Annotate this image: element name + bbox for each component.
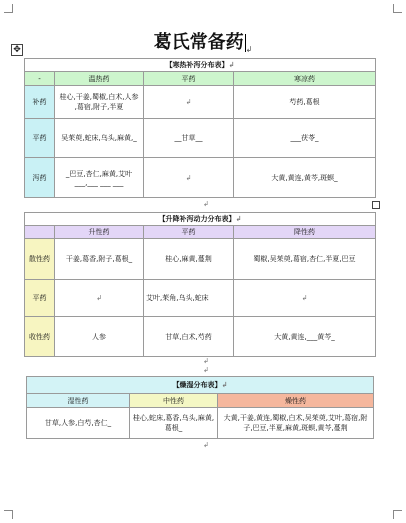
table-row [25,317,376,357]
table-move-handle-icon[interactable]: ✥ [11,44,23,56]
row-label: 平药 [25,280,55,317]
table-header-row [25,72,376,86]
column-header: 寒凉药 [234,72,376,86]
table-resize-handle-icon[interactable] [372,201,380,209]
column-header: 温热药 [55,72,144,86]
table-row [27,408,374,439]
dry-damp-table [26,376,374,439]
table-row [25,119,376,158]
column-header: 湿性药 [27,394,130,408]
table-caption: 【燥湿分布表】↲ [27,377,374,394]
ascending-descending-table [24,212,376,357]
paragraph-mark-icon: ↲ [245,45,253,54]
table-cell[interactable]: ___茯苓_ [234,119,376,158]
paragraph-mark-icon: ↲ [203,357,209,365]
paragraph-mark-icon: ↲ [203,366,209,374]
title-text: 葛氏常备药 [153,32,244,53]
table-cell[interactable]: 干姜,葛香,附子,葛根_ [55,239,144,280]
table-row [25,86,376,119]
table-header-row [25,226,376,239]
column-header: 燥性药 [218,394,374,408]
table-cell[interactable]: 大黄,干姜,黄连,蜀椒,白术,吴茱萸,艾叶,葛宿,附子,巴豆,半夏,麻黄,斑螟,黄芩,蔓荆 [218,408,374,439]
table-row [25,239,376,280]
table-cell[interactable]: 桂心,干姜,蜀椒,白术,人参 ,葛宿,附子,半夏 [55,86,144,119]
table-row [25,158,376,198]
row-label: 散性药 [25,239,55,280]
table-cell[interactable]: 吴茱萸,蛇床,乌头,麻黄,_ [55,119,144,158]
table-caption: 【寒热补泻分布表】↲ [25,59,376,72]
column-header [25,226,55,239]
table-row [25,280,376,317]
column-header: 平药 [144,72,234,86]
table-caption-row [27,377,374,394]
paragraph-mark-icon: ↲ [203,200,209,208]
column-header: - [25,72,55,86]
row-label: 平药 [25,119,55,158]
row-label: 泻药 [25,158,55,198]
table-cell[interactable]: 芍药,葛根 [234,86,376,119]
column-header: 平药 [144,226,234,239]
table-cell[interactable]: ↲ [234,280,376,317]
table-cell[interactable]: ↲ [55,280,144,317]
table-cell[interactable]: 甘草,人参,白芍,杏仁_ [27,408,130,439]
table-caption-row [25,59,376,72]
crop-mark-top-right [393,4,402,13]
column-header: 升性药 [55,226,144,239]
row-label: 补药 [25,86,55,119]
table-cell[interactable]: _巴豆,杏仁,麻黄,艾叶 ___,___ ___ ___ [55,158,144,198]
table-header-row [27,394,374,408]
table-cell[interactable]: 大黄,黄连,黄芩,斑螟_ [234,158,376,198]
table-cell[interactable]: __甘草__ [144,119,234,158]
paragraph-mark-icon: ↲ [203,441,209,449]
crop-mark-bottom-right [393,510,402,519]
table-cell[interactable]: 蜀椒,吴茱萸,葛宿,杏仁,半夏,巴豆 [234,239,376,280]
table-caption-row [25,213,376,226]
table-cell[interactable]: 人参 [55,317,144,357]
table-cell[interactable]: ↲ [144,158,234,198]
row-label: 收性药 [25,317,55,357]
column-header: 中性药 [130,394,218,408]
table-cell[interactable]: ↲ [144,86,234,119]
crop-mark-bottom-left [4,510,13,519]
table-cell[interactable]: 艾叶,茱角,乌头,蛇床 [144,280,234,317]
table-cell[interactable]: 甘草,白术,芍药 [144,317,234,357]
table-cell[interactable]: 大黄,黄连,___黄芩_ [234,317,376,357]
crop-mark-top-left [4,4,13,13]
hot-cold-table [24,58,376,198]
table-cell[interactable]: 桂心,蛇床,葛香,乌头,麻黄,葛根_ [130,408,218,439]
column-header: 降性药 [234,226,376,239]
table-cell[interactable]: 桂心,麻黄,蔓荆 [144,239,234,280]
document-title[interactable] [0,28,406,54]
table-caption: 【升降补泻动力分布表】↲ [25,213,376,226]
